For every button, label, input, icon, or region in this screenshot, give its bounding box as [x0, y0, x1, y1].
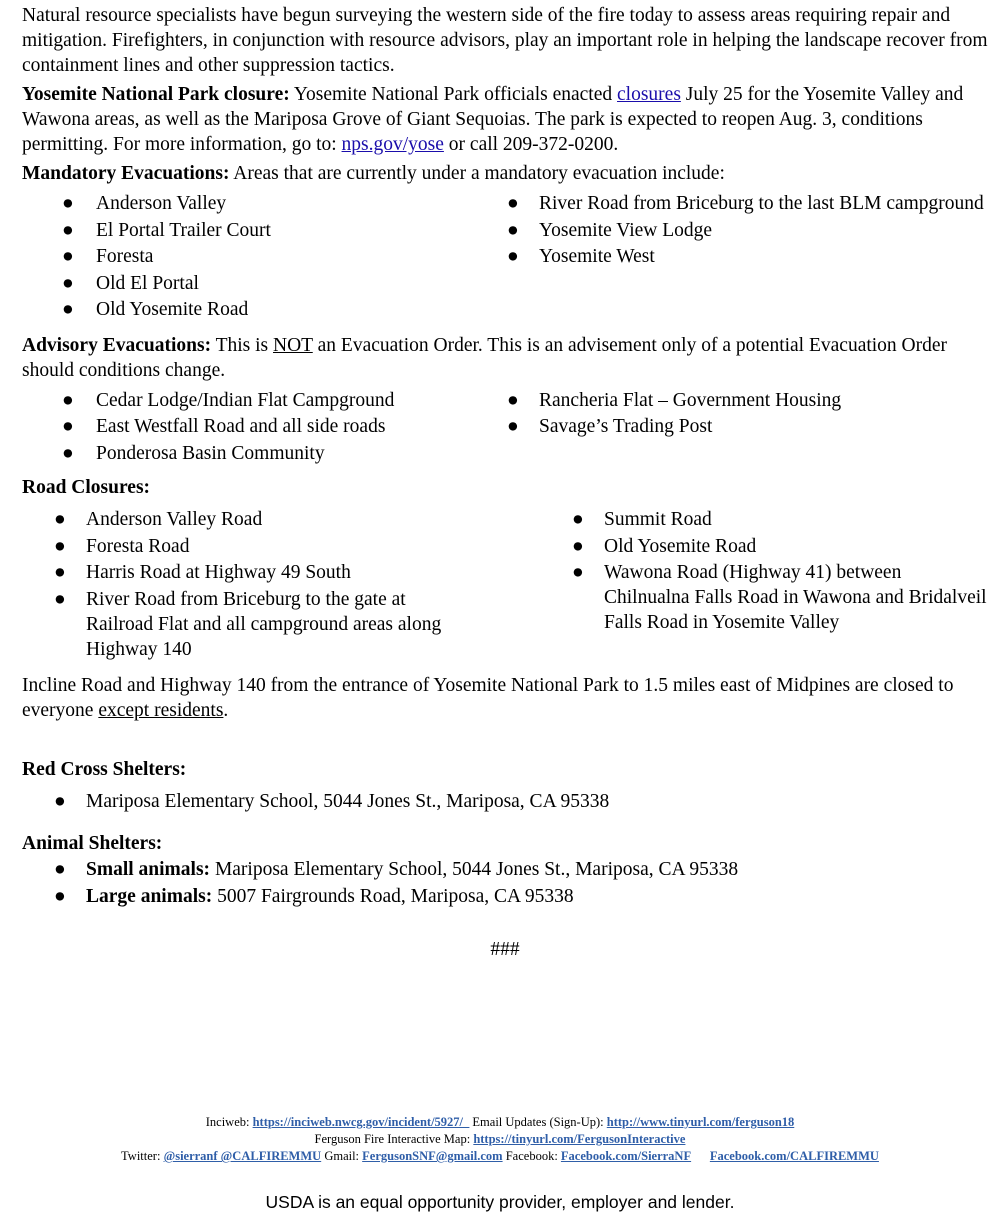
animal-list	[22, 857, 988, 909]
bullet-icon: ●	[62, 416, 74, 437]
list-item	[22, 587, 462, 662]
list-item-text: Mariposa Elementary School, 5044 Jones St., Mariposa, CA 95338	[86, 791, 610, 812]
list-item-text: El Portal Trailer Court	[96, 219, 271, 241]
list-item-text: Anderson Valley Road	[86, 509, 263, 530]
road-closures-heading-line	[22, 475, 988, 500]
advisory-left-list	[22, 388, 505, 466]
bullet-icon: ●	[54, 859, 66, 880]
inciweb-link[interactable]: https://inciweb.nwcg.gov/incident/5927/_	[252, 1115, 470, 1129]
mandatory-intro: Areas that are currently under a mandatory evacuation include:	[229, 163, 725, 184]
gmail-label: Gmail:	[321, 1149, 363, 1163]
advisory-text-before: This is	[211, 334, 274, 356]
yosemite-text-middle: July 25 for the Yosemite Valley and Wawona areas, as well as the Mariposa Grove of Giant Sequoias. The park is expected to reopen Aug. 3, conditions permitting. For more information, go to:	[22, 84, 964, 155]
list-item	[570, 534, 988, 559]
list-item-text: Anderson Valley	[96, 193, 227, 214]
animal-heading-line	[22, 831, 988, 856]
list-item-text: Foresta	[96, 246, 154, 267]
advisory-evacuations-paragraph	[22, 333, 988, 383]
bullet-icon: ●	[62, 272, 74, 294]
bullet-icon: ●	[54, 509, 66, 530]
list-item	[22, 218, 505, 243]
list-item-text: Old El Portal	[96, 272, 199, 294]
footer	[0, 1114, 1000, 1165]
bullet-icon: ●	[62, 246, 74, 267]
bullet-icon: ●	[54, 588, 66, 610]
inciweb-label: Inciweb:	[205, 1115, 253, 1129]
intro-paragraph: Natural resource specialists have begun surveying the western side of the fire today to assess areas requiring repair and mitigation. Firefighters, in conjunction with resource advisors, play an important role in helping the landscape recover from containment lines and other suppression tactics.	[22, 5, 988, 76]
small-animals-label: Small animals:	[86, 859, 211, 880]
bullet-icon: ●	[54, 791, 66, 812]
list-item-text: Yosemite West	[539, 246, 655, 267]
red-cross-heading-line	[22, 757, 988, 782]
list-item-text: River Road from Briceburg to the gate at Railroad Flat and all campground areas along Highway 140	[86, 588, 442, 660]
bullet-icon: ●	[507, 193, 519, 214]
list-item	[22, 271, 505, 296]
mandatory-evacuations-paragraph	[22, 161, 988, 186]
small-animals-text: Mariposa Elementary School, 5044 Jones St., Mariposa, CA 95338	[210, 859, 739, 880]
bullet-icon: ●	[62, 299, 74, 320]
list-item	[22, 414, 505, 439]
footer-line-3	[0, 1148, 1000, 1165]
bullet-icon: ●	[572, 535, 584, 557]
list-item	[570, 560, 988, 635]
list-item-text: East Westfall Road and all side roads	[96, 416, 386, 437]
advisory-right-list	[505, 388, 988, 440]
list-item-text: Wawona Road (Highway 41) between Chilnualna Falls Road in Wawona and Bridalveil Falls Road in Yosemite Valley	[604, 562, 987, 633]
list-item	[22, 191, 505, 216]
list-item	[505, 191, 988, 216]
mandatory-heading: Mandatory Evacuations:	[22, 163, 230, 184]
list-item-text: Old Yosemite Road	[604, 535, 757, 557]
red-cross-list	[22, 789, 988, 814]
road-closures-note	[22, 673, 988, 723]
nps-link[interactable]: nps.gov/yose	[341, 134, 444, 155]
large-animals-label: Large animals:	[86, 885, 213, 907]
list-item	[22, 534, 462, 559]
list-item	[22, 244, 505, 269]
bullet-icon: ●	[62, 193, 74, 214]
bullet-icon: ●	[62, 442, 74, 464]
bullet-icon: ●	[54, 885, 66, 907]
advisory-list	[22, 388, 988, 468]
footer-line-2	[0, 1131, 1000, 1148]
closures-link[interactable]: closures	[617, 84, 681, 105]
list-item-text: Rancheria Flat – Government Housing	[539, 389, 842, 411]
large-animals-text: 5007 Fairgrounds Road, Mariposa, CA 95338	[212, 885, 574, 907]
list-item	[505, 218, 988, 243]
mandatory-list	[22, 191, 988, 324]
list-item	[22, 789, 988, 814]
list-item-text: Yosemite View Lodge	[539, 219, 713, 241]
mandatory-left-list	[22, 191, 505, 322]
twitter-label: Twitter:	[121, 1149, 164, 1163]
mandatory-right-list	[505, 191, 988, 269]
yosemite-closure-paragraph	[22, 82, 988, 157]
road-closures-heading: Road Closures:	[22, 477, 151, 498]
list-item	[505, 244, 988, 269]
road-note-after: .	[223, 700, 229, 721]
list-item	[22, 857, 988, 882]
facebook-label: Facebook:	[502, 1149, 561, 1163]
list-item-text: Savage’s Trading Post	[539, 416, 713, 437]
map-label: Ferguson Fire Interactive Map:	[314, 1132, 474, 1146]
bullet-icon: ●	[507, 246, 519, 267]
twitter-link[interactable]: @sierranf @CALFIREMMU	[163, 1149, 322, 1163]
road-note-underlined: except residents	[98, 700, 224, 721]
list-item-text: Ponderosa Basin Community	[96, 442, 325, 464]
road-right-list	[570, 507, 988, 635]
list-item	[505, 414, 988, 439]
email-signup-link[interactable]: http://www.tinyurl.com/ferguson18	[606, 1115, 795, 1129]
list-item	[22, 441, 505, 466]
bullet-icon: ●	[54, 562, 66, 583]
list-item	[570, 507, 988, 532]
list-item	[22, 884, 988, 909]
usda-statement: USDA is an equal opportunity provider, employer and lender.	[265, 1192, 735, 1212]
yosemite-heading: Yosemite National Park closure:	[22, 84, 290, 105]
bullet-icon: ●	[62, 219, 74, 241]
end-mark: ###	[490, 938, 520, 960]
list-item-text: Cedar Lodge/Indian Flat Campground	[96, 389, 395, 411]
email-label: Email Updates (Sign-Up):	[469, 1115, 607, 1129]
bullet-icon: ●	[507, 219, 519, 241]
bullet-icon: ●	[62, 389, 74, 411]
bullet-icon: ●	[572, 562, 584, 583]
advisory-heading: Advisory Evacuations:	[22, 334, 212, 356]
list-item	[22, 388, 505, 413]
yosemite-text-before: Yosemite National Park officials enacted	[289, 84, 618, 105]
facebook-sierranf-link[interactable]: Facebook.com/SierraNF	[560, 1149, 692, 1163]
advisory-not-word: NOT	[273, 334, 313, 356]
list-item	[22, 297, 505, 322]
list-item	[22, 560, 462, 585]
list-item-text: River Road from Briceburg to the last BLM campground	[539, 193, 984, 214]
bullet-icon: ●	[54, 535, 66, 557]
list-item-text: Foresta Road	[86, 535, 190, 557]
facebook-calfire-link[interactable]: Facebook.com/CALFIREMMU	[709, 1149, 879, 1163]
advisory-text-after: an Evacuation Order. This is an advisement only of a potential Evacuation Order should conditions change.	[22, 334, 948, 381]
list-item-text: Old Yosemite Road	[96, 299, 249, 320]
bullet-icon: ●	[507, 389, 519, 411]
road-left-list	[22, 507, 462, 662]
list-item-text: Harris Road at Highway 49 South	[86, 562, 351, 583]
list-item	[22, 507, 462, 532]
road-closures-list	[22, 507, 988, 663]
footer-line-1	[0, 1114, 1000, 1131]
animal-heading: Animal Shelters:	[22, 833, 163, 854]
interactive-map-link[interactable]: https://tinyurl.com/FergusonInteractive	[473, 1132, 686, 1146]
bullet-icon: ●	[572, 509, 584, 530]
document-page	[22, 3, 988, 962]
bullet-icon: ●	[507, 416, 519, 437]
gmail-link[interactable]: FergusonSNF@gmail.com	[362, 1149, 503, 1163]
road-note-before: Incline Road and Highway 140 from the entrance of Yosemite National Park to 1.5 miles east of Midpines are closed to everyone	[22, 675, 954, 721]
red-cross-heading: Red Cross Shelters:	[22, 759, 187, 780]
list-item	[505, 388, 988, 413]
list-item-text: Summit Road	[604, 509, 712, 530]
yosemite-text-after: or call 209-372-0200.	[443, 134, 619, 155]
